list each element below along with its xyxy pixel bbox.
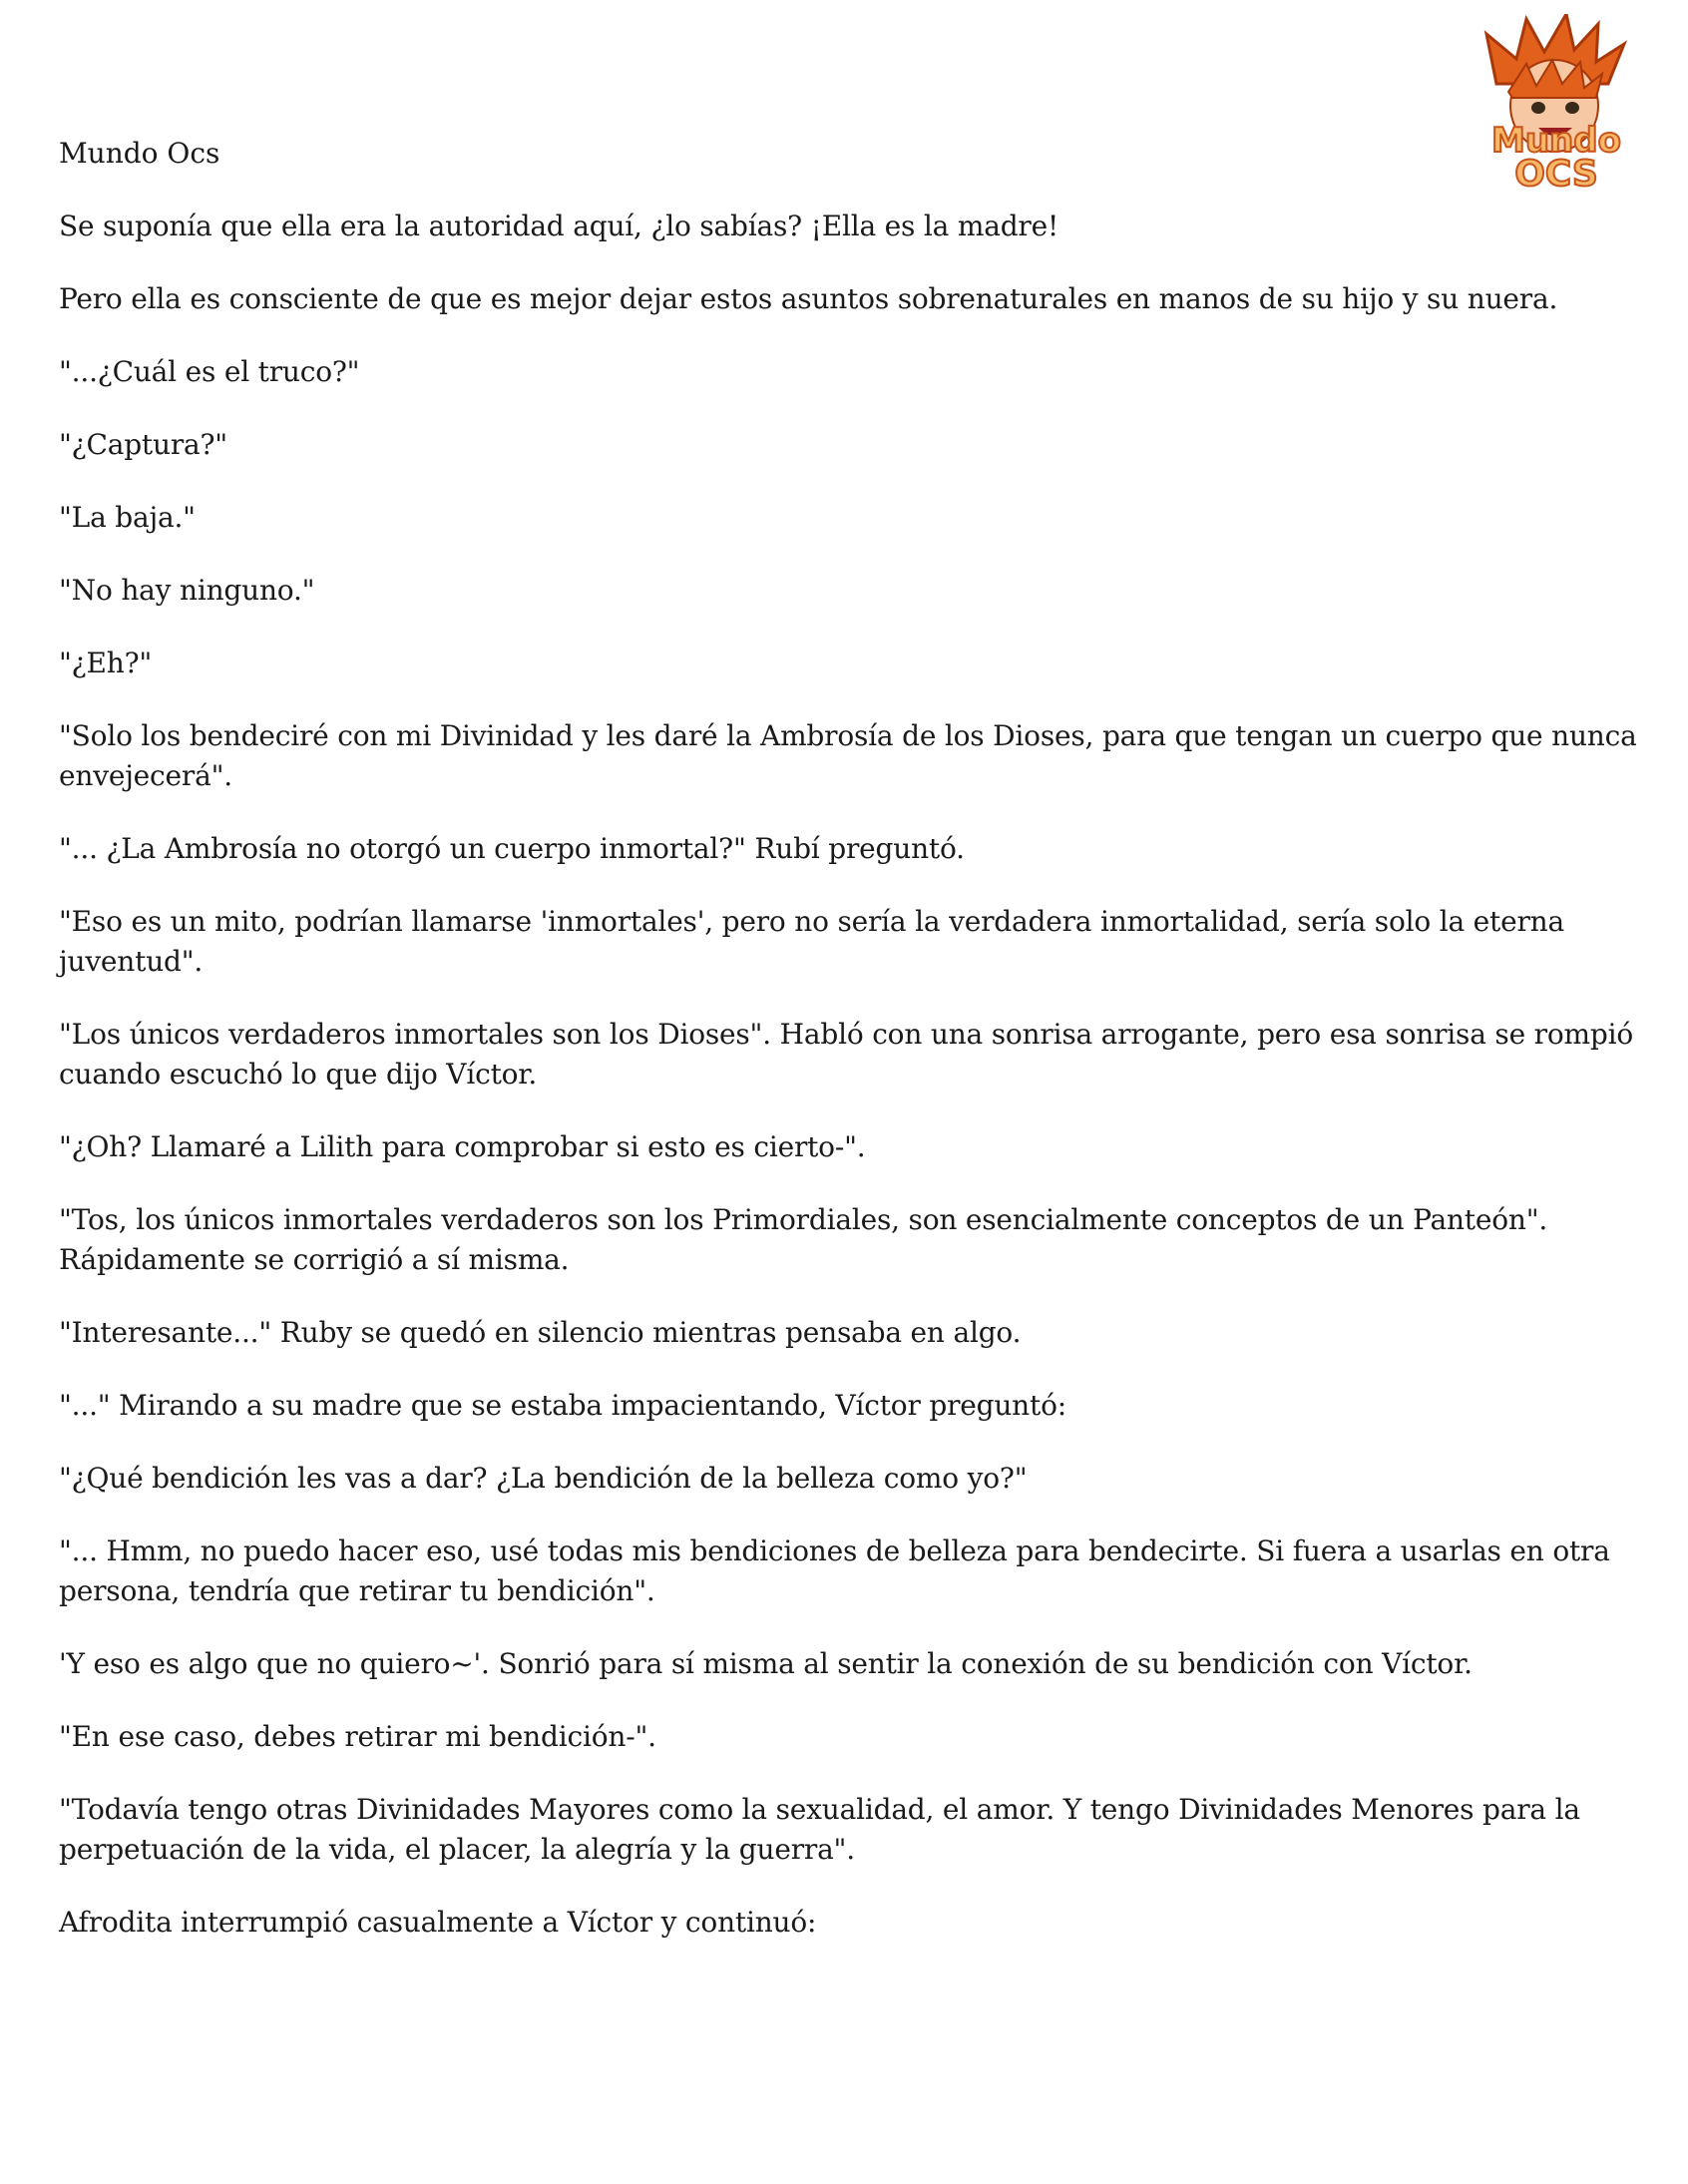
page-title: Mundo Ocs bbox=[59, 137, 220, 170]
paragraph: 'Y eso es algo que no quiero~'. Sonrió para sí misma al sentir la conexión de su bendición con Víctor. bbox=[59, 1647, 1473, 1680]
left-eye bbox=[1531, 102, 1545, 114]
logo-text-line2: OCS bbox=[1514, 154, 1598, 192]
paragraph: "Interesante..." Ruby se quedó en silencio mientras pensaba en algo. bbox=[59, 1316, 1022, 1349]
paragraph: "..." Mirando a su madre que se estaba impacientando, Víctor preguntó: bbox=[59, 1389, 1066, 1422]
paragraph: "En ese caso, debes retirar mi bendición-". bbox=[59, 1720, 656, 1753]
mundo-ocs-logo-icon bbox=[1457, 14, 1656, 192]
paragraph: "Los únicos verdaderos inmortales son los Dioses". Habló con una sonrisa arrogante, pero esa sonrisa se rompió cuando escuchó lo que dijo Víctor. bbox=[59, 1018, 1633, 1091]
paragraph: "¿Qué bendición les vas a dar? ¿La bendición de la belleza como yo?" bbox=[59, 1462, 1028, 1495]
paragraph: "... Hmm, no puedo hacer eso, usé todas mis bendiciones de belleza para bendecirte. Si fuera a usarlas en otra persona, tendría que retirar tu bendición". bbox=[59, 1534, 1610, 1607]
paragraph: "¿Eh?" bbox=[59, 647, 153, 679]
paragraph: Afrodita interrumpió casualmente a Víctor y continuó: bbox=[59, 1906, 817, 1939]
paragraph: "¿Captura?" bbox=[59, 428, 227, 461]
paragraph: "Eso es un mito, podrían llamarse 'inmortales', pero no sería la verdadera inmortalidad, sería solo la eterna juventud". bbox=[59, 905, 1564, 978]
logo-graphic bbox=[1457, 14, 1656, 192]
paragraph: "Solo los bendeciré con mi Divinidad y les daré la Ambrosía de los Dioses, para que tengan un cuerpo que nunca envejecerá". bbox=[59, 719, 1637, 792]
paragraph: Pero ella es consciente de que es mejor dejar estos asuntos sobrenaturales en manos de su hijo y su nuera. bbox=[59, 282, 1558, 315]
paragraph: "Todavía tengo otras Divinidades Mayores como la sexualidad, el amor. Y tengo Divinidades Menores para la perpetuación de la vida, el placer, la alegría y la guerra". bbox=[59, 1793, 1580, 1866]
paragraph: "No hay ninguno." bbox=[59, 574, 315, 607]
right-eye bbox=[1565, 102, 1579, 114]
paragraph: "Tos, los únicos inmortales verdaderos son los Primordiales, son esencialmente conceptos de un Panteón". Rápidamente se corrigió a sí misma. bbox=[59, 1203, 1548, 1276]
paragraph: "...¿Cuál es el truco?" bbox=[59, 355, 360, 388]
paragraph: "La baja." bbox=[59, 501, 196, 534]
paragraph: Se suponía que ella era la autoridad aquí, ¿lo sabías? ¡Ella es la madre! bbox=[59, 210, 1059, 242]
logo-text-line1: Mundo bbox=[1491, 121, 1621, 161]
paragraph: "... ¿La Ambrosía no otorgó un cuerpo inmortal?" Rubí preguntó. bbox=[59, 832, 965, 865]
paragraph: "¿Oh? Llamaré a Lilith para comprobar si esto es cierto-". bbox=[59, 1130, 866, 1163]
document-body bbox=[59, 207, 1655, 1975]
